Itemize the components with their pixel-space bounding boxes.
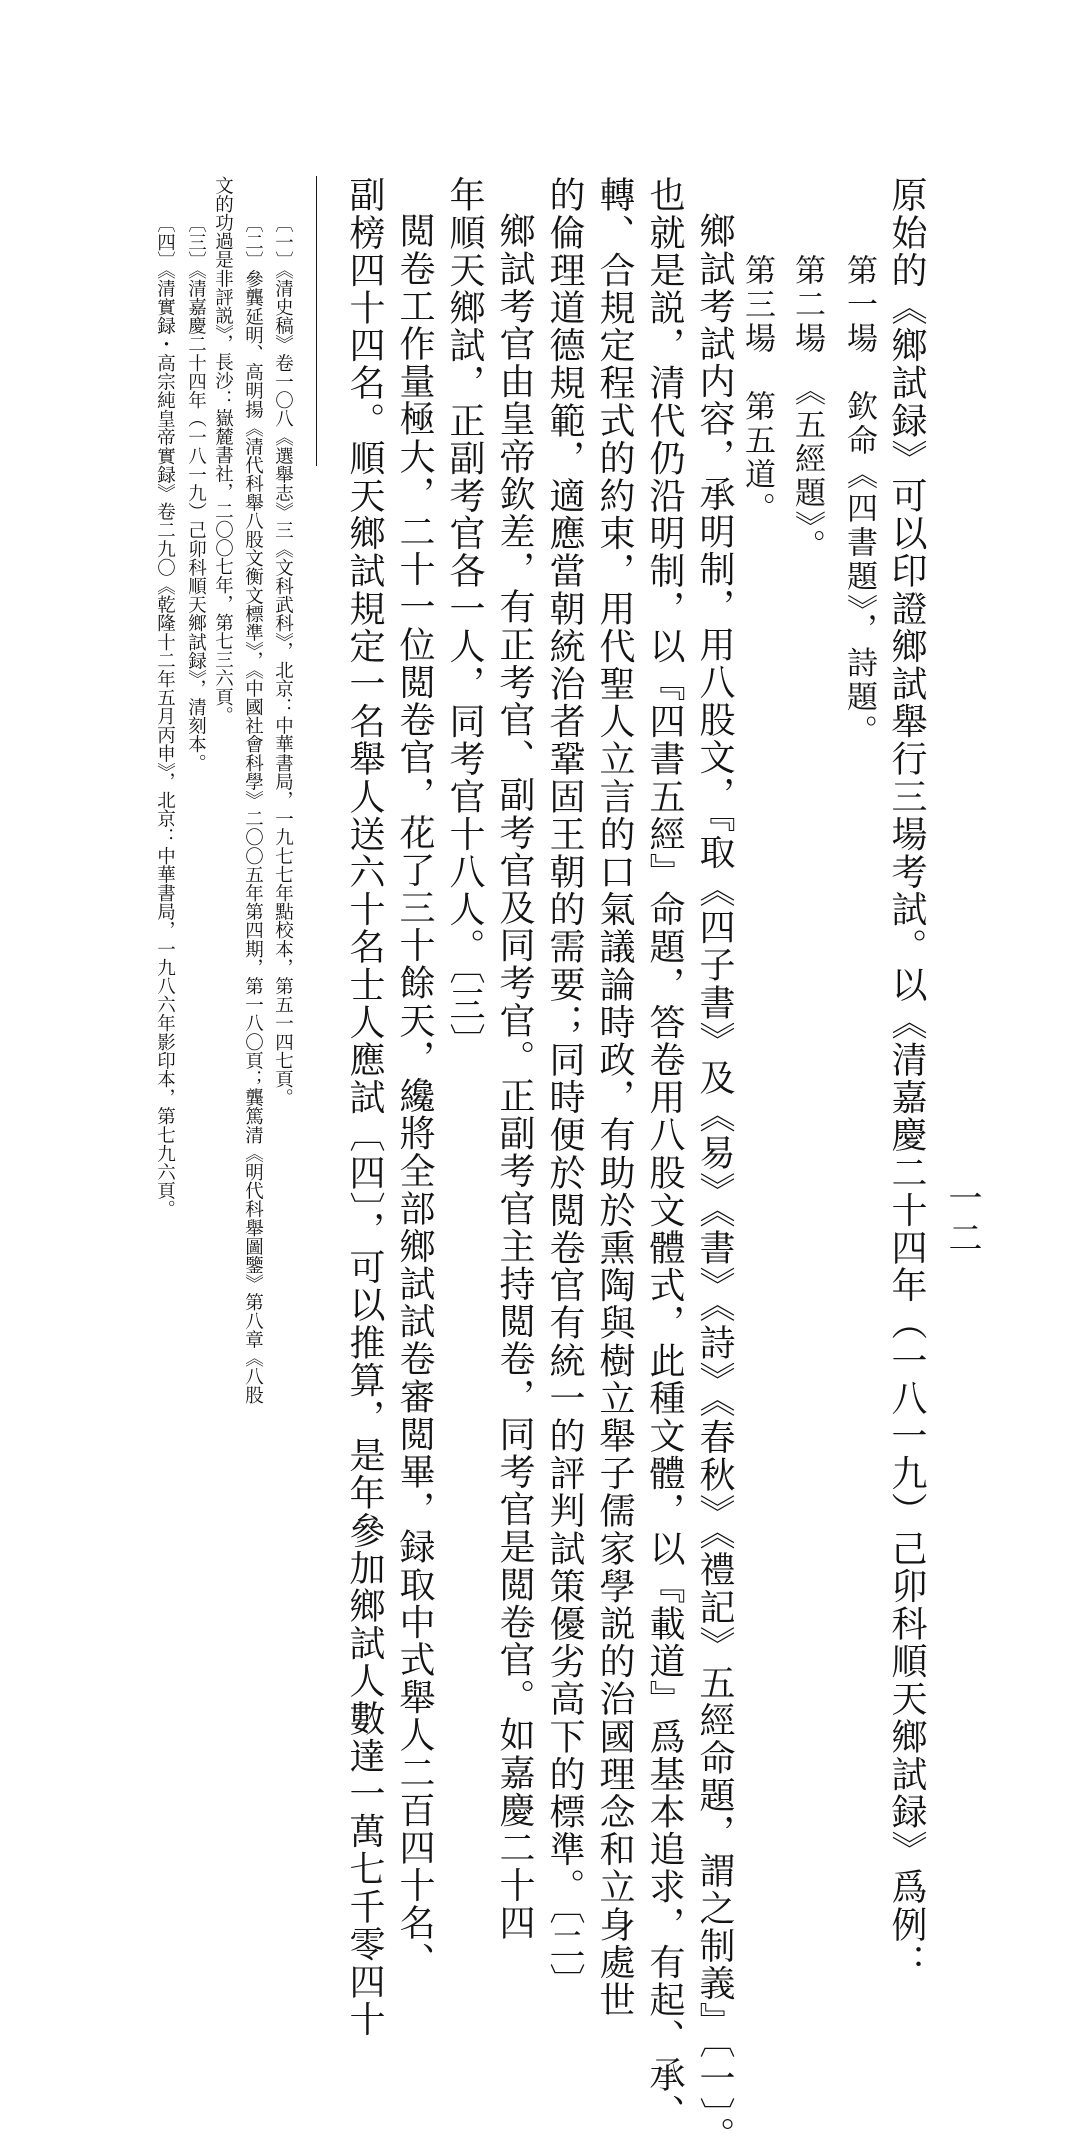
body-text-column: 轉、合規定程式的約束，用代聖人立言的口氣議論時政，有助於熏陶與樹立舉子儒家學説的治國理念和立身處世 (594, 176, 635, 2019)
exam-session-line: 第一場 欽命《四書題》，詩題。 (841, 254, 877, 749)
footnote: 〔一〕《清史稿》卷一〇八《選舉志》三《文科武科》，北京：中華書局，一九七七年點校本，第五一四七頁。 (272, 214, 294, 1107)
footnote: 〔二〕參龔延明、高明揚《清代科舉八股文衡文標準》，《中國社會科學》二〇〇五年第四期，第一八〇頁；龔篤清《明代科舉圖鑒》第八章《八股 (242, 214, 264, 1405)
body-text-column: 原始的《鄉試録》可以印證鄉試舉行三場考試。以《清嘉慶二十四年（一八一九）己卯科順天鄉試録》爲例： (886, 176, 927, 1981)
body-text-column: 也就是説，清代仍沿明制，以『四書五經』命題，答卷用八股文體式，此種文體，以『載道』爲基本追求，有起、承、 (644, 176, 685, 2132)
body-text-column: 鄉試考官由皇帝欽差，有正考官、副考官及同考官。正副考官主持閲卷，同考官是閲卷官。如嘉慶二十四 (494, 212, 535, 1942)
exam-session-line: 第三場 第五道。 (739, 254, 775, 526)
body-text-column: 鄉試考試内容，承明制，用八股文，『取《四子書》及《易》《書》《詩》《春秋》《禮記》五經命題，謂之制義』〔一〕。 (694, 212, 735, 2154)
footnote: 〔四〕《清實録・高宗純皇帝實録》卷二九〇《乾隆十二年五月丙申》，北京：中華書局，一九八六年影印本，第七九六頁。 (154, 214, 176, 1219)
footnote-continuation: 文的功過是非評説》，長沙：嶽麓書社，二〇〇七年，第七三六頁。 (212, 176, 234, 725)
footnote: 〔三〕《清嘉慶二十四年（一八一九）己卯科順天鄉試録》，清刻本。 (185, 214, 207, 773)
exam-session-line: 第二場 《五經題》。 (789, 254, 825, 563)
page-number: 一二 (942, 1180, 982, 1260)
footnote-separator (316, 176, 317, 466)
body-text-column: 副榜四十四名。順天鄉試規定一名舉人送六十名士人應試〔四〕，可以推算，是年參加鄉試人數達一萬七千零四十 (344, 176, 385, 2038)
body-text-column: 閲卷工作量極大，二十一位閲卷官，花了三十餘天，纔將全部鄉試試卷審閲畢，録取中式舉人二百四十名、 (394, 212, 435, 1980)
body-text-column: 年順天鄉試，正副考官各一人，同考官十八人。〔三〕 (444, 176, 485, 1061)
body-text-column: 的倫理道德規範，適應當朝統治者鞏固王朝的需要；同時便於閲卷官有統一的評判試策優劣高下的標準。〔二〕 (544, 176, 585, 2001)
